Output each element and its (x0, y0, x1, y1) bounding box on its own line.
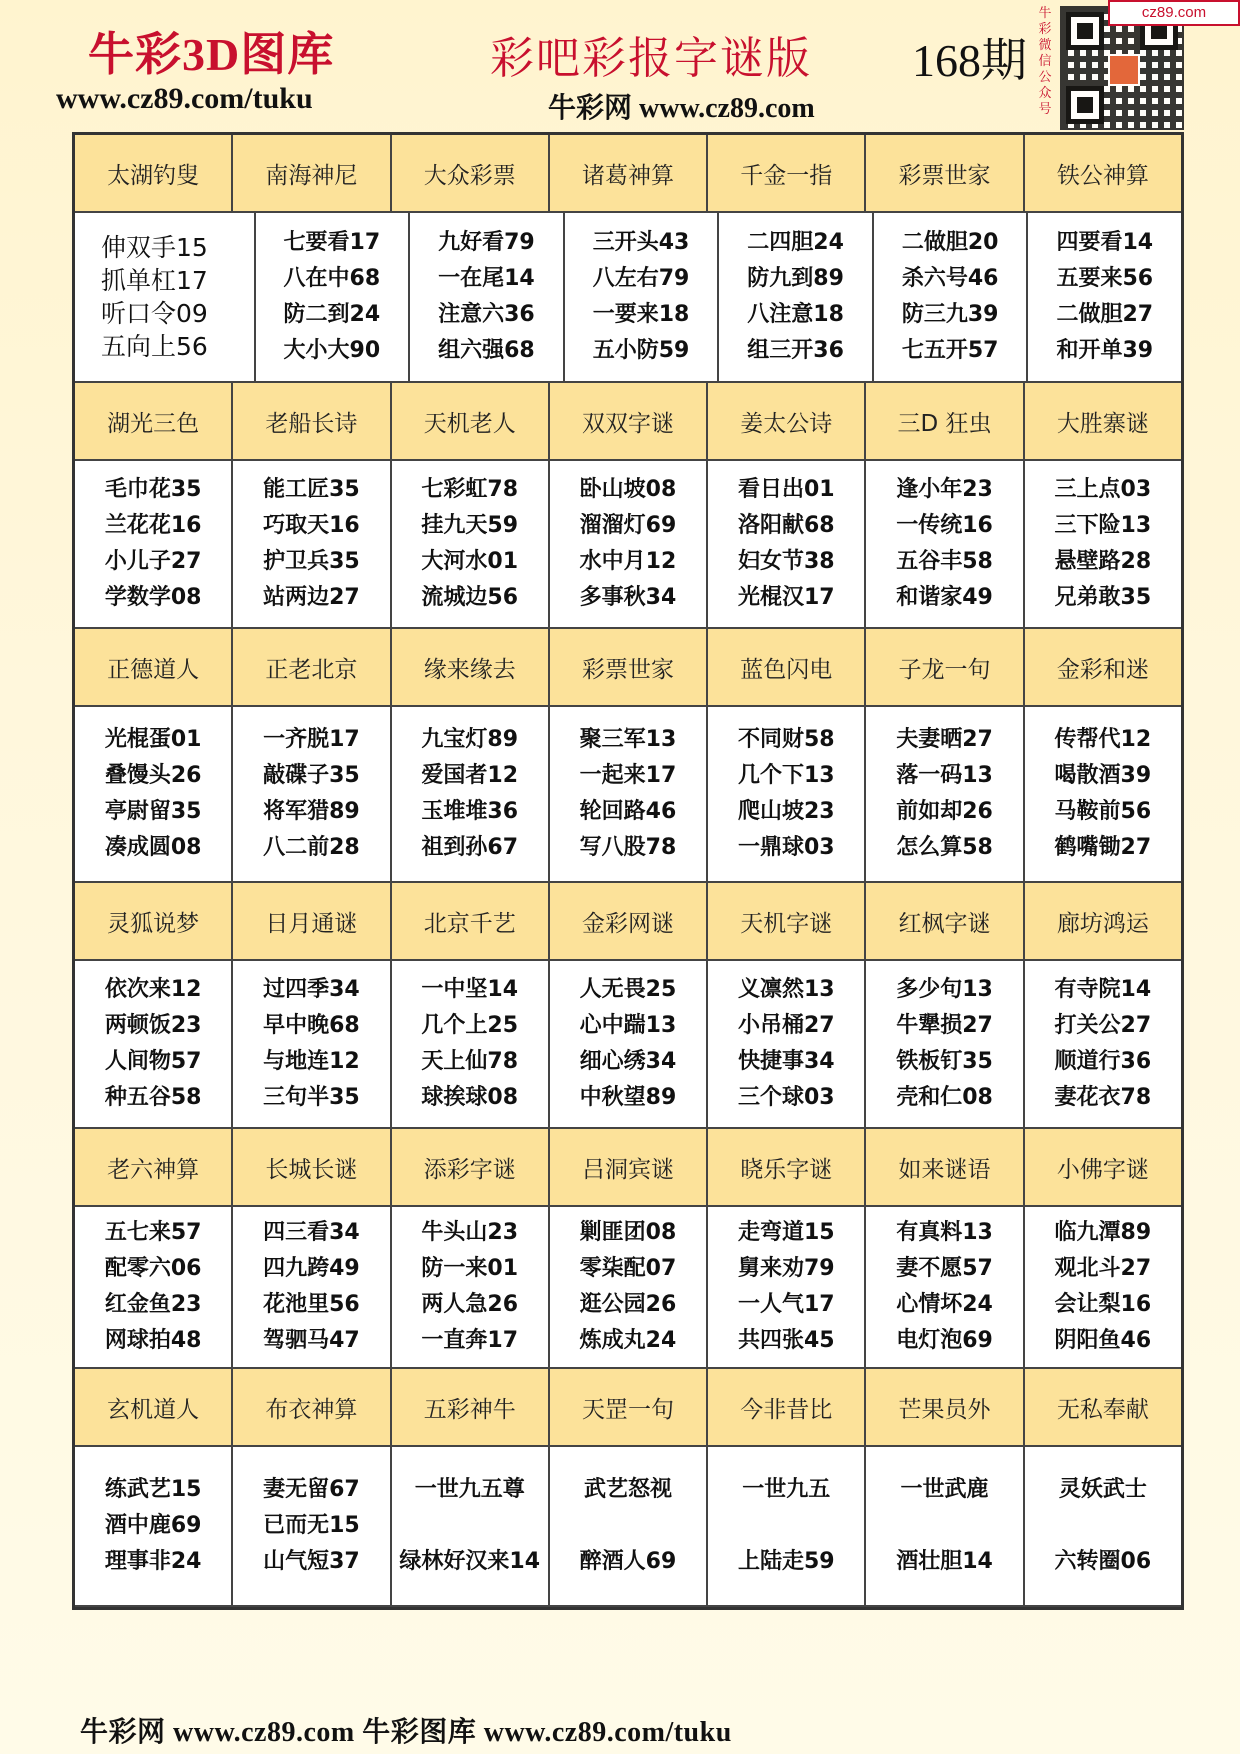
riddle-line: 打关公27 (1054, 1013, 1152, 1038)
riddle-line: 大小大90 (283, 338, 381, 363)
riddle-line: 二做胆27 (1056, 302, 1154, 327)
riddle-line: 牛头山23 (421, 1220, 519, 1245)
riddle-line: 防二到24 (283, 302, 381, 327)
riddle-line (782, 1508, 790, 1544)
riddle-line: 五七来57 (104, 1220, 202, 1245)
riddle-line: 三下险13 (1054, 513, 1152, 538)
content-row (75, 1447, 1181, 1607)
riddle-line: 九宝灯89 (421, 727, 519, 752)
riddle-cell (708, 1447, 866, 1607)
riddle-line: 防三九39 (901, 302, 999, 327)
riddle-line: 五小防59 (592, 338, 690, 363)
site-title: 牛彩3D图库 (88, 29, 335, 80)
riddle-line: 一直奔17 (421, 1328, 519, 1353)
riddle-line: 七彩虹78 (421, 477, 519, 502)
header-row (75, 629, 1181, 707)
edition-title: 彩吧彩报字谜版 (490, 33, 812, 84)
riddle-line: 一要来18 (592, 302, 690, 327)
riddle-line: 注意六36 (438, 302, 535, 327)
wechat-label: 牛彩微信公众号 (1038, 6, 1052, 117)
riddle-cell (550, 707, 708, 883)
riddle-line: 抓单杠17 (101, 266, 208, 295)
column-header: 长城长谜 (233, 1129, 391, 1207)
column-header: 灵狐说梦 (75, 883, 233, 961)
column-header: 添彩字谜 (392, 1129, 550, 1207)
riddle-line: 挂九天59 (421, 513, 519, 538)
riddle-line: 写八股78 (579, 835, 677, 860)
column-header: 姜太公诗 (708, 383, 866, 461)
riddle-line: 夫妻晒27 (896, 727, 993, 752)
riddle-line (941, 1508, 949, 1544)
riddle-line: 细心绣34 (579, 1049, 677, 1074)
riddle-line: 有寺院14 (1054, 977, 1152, 1002)
riddle-cell (1028, 213, 1181, 383)
column-header: 大众彩票 (392, 135, 550, 213)
riddle-line: 兰花花16 (104, 513, 202, 538)
column-header: 吕洞宾谜 (550, 1129, 708, 1207)
riddle-table (72, 132, 1184, 1610)
riddle-line: 一世九五尊 (414, 1477, 525, 1502)
riddle-line: 二做胆20 (901, 230, 999, 255)
riddle-line: 妻花衣78 (1054, 1085, 1152, 1110)
riddle-line: 阴阳鱼46 (1054, 1328, 1152, 1353)
riddle-line: 七五开57 (901, 338, 999, 363)
riddle-cell (866, 707, 1024, 883)
riddle-line: 中秋望89 (579, 1085, 677, 1110)
riddle-line: 醉酒人69 (579, 1549, 677, 1574)
column-header: 天机字谜 (708, 883, 866, 961)
riddle-cell (550, 1447, 708, 1607)
riddle-line: 几个下13 (737, 763, 835, 788)
riddle-line: 喝散酒39 (1054, 763, 1152, 788)
riddle-line: 光棍蛋01 (104, 727, 202, 752)
riddle-line: 悬壁路28 (1054, 549, 1152, 574)
riddle-line: 酒壮胆14 (896, 1549, 993, 1574)
riddle-line: 和开单39 (1056, 338, 1154, 363)
riddle-line: 五向上56 (101, 332, 208, 361)
riddle-line: 逢小年23 (896, 477, 993, 502)
riddle-line: 能工匠35 (263, 477, 360, 502)
riddle-line: 观北斗27 (1054, 1256, 1152, 1281)
riddle-line: 依次来12 (104, 977, 202, 1002)
site-badge[interactable]: cz89.com (1108, 0, 1240, 26)
riddle-line: 玉堆堆36 (421, 799, 519, 824)
column-header: 蓝色闪电 (708, 629, 866, 707)
riddle-line: 炼成丸24 (579, 1328, 677, 1353)
riddle-line: 临九潭89 (1054, 1220, 1152, 1245)
column-header: 金彩和迷 (1025, 629, 1181, 707)
riddle-line: 三开头43 (592, 230, 690, 255)
riddle-line: 铁板钉35 (896, 1049, 993, 1074)
riddle-cell (233, 1447, 391, 1607)
footer-links[interactable]: 牛彩网 www.cz89.com 牛彩图库 www.cz89.com/tuku (80, 1717, 732, 1748)
riddle-line: 义凛然13 (737, 977, 835, 1002)
riddle-cell (75, 461, 233, 629)
riddle-cell (392, 1447, 550, 1607)
column-header: 廊坊鸿运 (1025, 883, 1181, 961)
riddle-line: 网球拍48 (104, 1328, 202, 1353)
column-header: 红枫字谜 (866, 883, 1024, 961)
column-header: 湖光三色 (75, 383, 233, 461)
header-row (75, 1129, 1181, 1207)
column-header: 天罡一句 (550, 1369, 708, 1447)
riddle-line: 溜溜灯69 (579, 513, 677, 538)
column-header: 老六神算 (75, 1129, 233, 1207)
riddle-line: 一传统16 (896, 513, 993, 538)
riddle-line: 武艺怒视 (583, 1477, 672, 1502)
riddle-line: 有真料13 (896, 1220, 993, 1245)
riddle-line: 毛巾花35 (104, 477, 202, 502)
riddle-line: 早中晚68 (263, 1013, 360, 1038)
riddle-line: 聚三军13 (579, 727, 677, 752)
riddle-line: 八二前28 (263, 835, 360, 860)
column-header: 太湖钓叟 (75, 135, 233, 213)
riddle-line: 怎么算58 (896, 835, 993, 860)
riddle-line: 一中坚14 (421, 977, 519, 1002)
riddle-line: 灵妖武士 (1058, 1477, 1147, 1502)
header-row (75, 135, 1181, 213)
riddle-cell (392, 461, 550, 629)
riddle-cell (866, 961, 1024, 1129)
riddle-line: 两人急26 (421, 1292, 519, 1317)
riddle-line: 练武艺15 (104, 1477, 202, 1502)
riddle-line: 五要来56 (1056, 266, 1154, 291)
riddle-line: 巧取天16 (263, 513, 360, 538)
riddle-line: 顺道行36 (1054, 1049, 1152, 1074)
riddle-line: 防九到89 (747, 266, 844, 291)
riddle-line: 一人气17 (737, 1292, 835, 1317)
column-header: 芒果员外 (866, 1369, 1024, 1447)
riddle-line: 多少句13 (896, 977, 993, 1002)
riddle-line: 心中踹13 (579, 1013, 677, 1038)
riddle-line: 防一来01 (421, 1256, 519, 1281)
riddle-line: 人无畏25 (579, 977, 677, 1002)
riddle-line: 和谐家49 (896, 585, 993, 610)
riddle-cell (410, 213, 565, 383)
riddle-line: 前如却26 (896, 799, 993, 824)
riddle-cell (75, 707, 233, 883)
column-header: 缘来缘去 (392, 629, 550, 707)
riddle-line: 卧山坡08 (579, 477, 677, 502)
riddle-cell (1025, 461, 1181, 629)
column-header: 老船长诗 (233, 383, 391, 461)
riddle-line: 组三开36 (747, 338, 844, 363)
riddle-line: 组六强68 (438, 338, 535, 363)
column-header: 无私奉献 (1025, 1369, 1181, 1447)
riddle-cell (75, 961, 233, 1129)
riddle-line: 大河水01 (421, 549, 519, 574)
column-header: 铁公神算 (1025, 135, 1181, 213)
riddle-line: 山气短37 (263, 1549, 360, 1574)
column-header: 北京千艺 (392, 883, 550, 961)
riddle-line: 爱国者12 (421, 763, 519, 788)
site-url[interactable]: www.cz89.com/tuku (56, 82, 313, 115)
column-header: 南海神尼 (233, 135, 391, 213)
riddle-line (1099, 1508, 1107, 1544)
column-header: 小佛字谜 (1025, 1129, 1181, 1207)
riddle-cell (550, 961, 708, 1129)
riddle-cell (565, 213, 720, 383)
riddle-line: 快捷事34 (737, 1049, 835, 1074)
sub-url[interactable]: 牛彩网 www.cz89.com (548, 93, 815, 124)
riddle-line: 与地连12 (263, 1049, 360, 1074)
riddle-cell (708, 961, 866, 1129)
riddle-line: 一在尾14 (438, 266, 535, 291)
column-header: 千金一指 (708, 135, 866, 213)
riddle-line: 四九跨49 (263, 1256, 360, 1281)
riddle-cell (75, 1447, 233, 1607)
riddle-line (624, 1508, 632, 1544)
riddle-cell (233, 707, 391, 883)
riddle-line: 叠馒头26 (104, 763, 202, 788)
riddle-line: 学数学08 (104, 585, 202, 610)
riddle-line: 妻无留67 (263, 1477, 360, 1502)
riddle-line: 电灯泡69 (896, 1328, 993, 1353)
column-header: 玄机道人 (75, 1369, 233, 1447)
riddle-cell (75, 213, 256, 383)
column-header: 正老北京 (233, 629, 391, 707)
riddle-cell (233, 461, 391, 629)
riddle-line: 多事秋34 (579, 585, 677, 610)
riddle-line: 鹤嘴锄27 (1054, 835, 1152, 860)
riddle-line: 两顿饭23 (104, 1013, 202, 1038)
content-row (75, 461, 1181, 629)
riddle-line: 逛公园26 (579, 1292, 677, 1317)
riddle-line: 走弯道15 (737, 1220, 835, 1245)
riddle-line: 种五谷58 (104, 1085, 202, 1110)
riddle-line: 会让梨16 (1054, 1292, 1152, 1317)
header-row (75, 383, 1181, 461)
riddle-line: 亭尉留35 (104, 799, 202, 824)
riddle-line: 光棍汉17 (737, 585, 835, 610)
riddle-cell (874, 213, 1029, 383)
riddle-line: 传帮代12 (1054, 727, 1152, 752)
column-header: 布衣神算 (233, 1369, 391, 1447)
riddle-line: 过四季34 (263, 977, 360, 1002)
riddle-line: 心情坏24 (896, 1292, 993, 1317)
riddle-line: 轮回路46 (579, 799, 677, 824)
column-header: 三D 狂虫 (866, 383, 1024, 461)
riddle-line: 上陆走59 (737, 1549, 835, 1574)
riddle-line: 已而无15 (263, 1513, 360, 1538)
riddle-line: 妻不愿57 (896, 1256, 993, 1281)
riddle-line: 红金鱼23 (104, 1292, 202, 1317)
riddle-line: 共四张45 (737, 1328, 835, 1353)
riddle-cell (550, 461, 708, 629)
riddle-line: 八左右79 (592, 266, 690, 291)
column-header: 如来谜语 (866, 1129, 1024, 1207)
column-header: 晓乐字谜 (708, 1129, 866, 1207)
riddle-line: 球挨球08 (421, 1085, 519, 1110)
riddle-line: 绿林好汉来14 (399, 1549, 541, 1574)
riddle-line: 凑成圆08 (104, 835, 202, 860)
riddle-line: 三句半35 (263, 1085, 360, 1110)
riddle-line: 将军猎89 (263, 799, 360, 824)
content-row (75, 213, 1181, 383)
logo-icon (1108, 54, 1140, 86)
riddle-line: 配零六06 (104, 1256, 202, 1281)
content-row (75, 1207, 1181, 1369)
column-header: 天机老人 (392, 383, 550, 461)
riddle-line: 洛阳献68 (737, 513, 835, 538)
riddle-line: 杀六号46 (901, 266, 999, 291)
riddle-line: 酒中鹿69 (104, 1513, 202, 1538)
riddle-cell (708, 1207, 866, 1369)
column-header: 子龙一句 (866, 629, 1024, 707)
column-header: 金彩网谜 (550, 883, 708, 961)
riddle-line: 水中月12 (579, 549, 677, 574)
riddle-line: 七要看17 (283, 230, 381, 255)
riddle-cell (1025, 1207, 1181, 1369)
column-header: 今非昔比 (708, 1369, 866, 1447)
riddle-cell (719, 213, 874, 383)
riddle-line: 听口令09 (101, 299, 208, 328)
riddle-line: 三上点03 (1054, 477, 1152, 502)
riddle-cell (233, 961, 391, 1129)
riddle-line: 小吊桶27 (737, 1013, 835, 1038)
column-header: 日月通谜 (233, 883, 391, 961)
riddle-line: 零柒配07 (579, 1256, 677, 1281)
riddle-line: 舅来劝79 (737, 1256, 835, 1281)
riddle-line: 护卫兵35 (263, 549, 360, 574)
header-row (75, 1369, 1181, 1447)
riddle-cell (866, 1207, 1024, 1369)
riddle-cell (392, 707, 550, 883)
riddle-line: 驾驷马47 (263, 1328, 360, 1353)
riddle-line: 花池里56 (263, 1292, 360, 1317)
content-row (75, 961, 1181, 1129)
riddle-cell (233, 1207, 391, 1369)
column-header: 大胜寨谜 (1025, 383, 1181, 461)
riddle-line: 四要看14 (1056, 230, 1154, 255)
riddle-line: 五谷丰58 (896, 549, 993, 574)
column-header: 正德道人 (75, 629, 233, 707)
riddle-line: 牛犟损27 (896, 1013, 993, 1038)
riddle-cell (75, 1207, 233, 1369)
riddle-line: 九好看79 (438, 230, 535, 255)
riddle-cell (1025, 1447, 1181, 1607)
riddle-line: 壳和仁08 (896, 1085, 993, 1110)
riddle-cell (550, 1207, 708, 1369)
column-header: 五彩神牛 (392, 1369, 550, 1447)
riddle-line: 一世武鹿 (900, 1477, 989, 1502)
riddle-line: 流城边56 (421, 585, 519, 610)
column-header: 彩票世家 (550, 629, 708, 707)
riddle-line: 八在中68 (283, 266, 381, 291)
riddle-line: 兄弟敢35 (1054, 585, 1152, 610)
riddle-cell (866, 461, 1024, 629)
riddle-line: 敲碟子35 (263, 763, 360, 788)
riddle-line: 不同财58 (737, 727, 835, 752)
riddle-cell (392, 1207, 550, 1369)
riddle-line (466, 1508, 474, 1544)
riddle-line: 站两边27 (263, 585, 360, 610)
riddle-line: 八注意18 (747, 302, 844, 327)
riddle-line: 看日出01 (737, 477, 835, 502)
riddle-line: 马鞍前56 (1054, 799, 1152, 824)
riddle-line: 几个上25 (421, 1013, 519, 1038)
riddle-line: 妇女节38 (737, 549, 835, 574)
issue-number: 168期 (912, 35, 1027, 86)
header-row (75, 883, 1181, 961)
riddle-line: 人间物57 (104, 1049, 202, 1074)
riddle-cell (392, 961, 550, 1129)
content-row (75, 707, 1181, 883)
riddle-cell (1025, 961, 1181, 1129)
riddle-line: 伸双手15 (101, 233, 208, 262)
riddle-line: 小儿子27 (104, 549, 202, 574)
riddle-line: 四三看34 (263, 1220, 360, 1245)
riddle-cell (256, 213, 411, 383)
riddle-line: 一鼎球03 (737, 835, 835, 860)
column-header: 彩票世家 (866, 135, 1024, 213)
riddle-line: 剿匪团08 (579, 1220, 677, 1245)
riddle-line: 二四胆24 (747, 230, 844, 255)
riddle-line: 三个球03 (737, 1085, 835, 1110)
riddle-cell (708, 461, 866, 629)
riddle-cell (866, 1447, 1024, 1607)
riddle-line: 爬山坡23 (737, 799, 835, 824)
column-header: 诸葛神算 (550, 135, 708, 213)
riddle-line: 理事非24 (104, 1549, 202, 1574)
riddle-line: 天上仙78 (421, 1049, 519, 1074)
riddle-line: 一世九五 (742, 1477, 831, 1502)
riddle-cell (708, 707, 866, 883)
riddle-line: 六转圈06 (1054, 1549, 1152, 1574)
riddle-line: 一齐脱17 (263, 727, 360, 752)
riddle-cell (1025, 707, 1181, 883)
riddle-line: 一起来17 (579, 763, 677, 788)
riddle-line: 落一码13 (896, 763, 993, 788)
column-header: 双双字谜 (550, 383, 708, 461)
riddle-line: 祖到孙67 (421, 835, 519, 860)
